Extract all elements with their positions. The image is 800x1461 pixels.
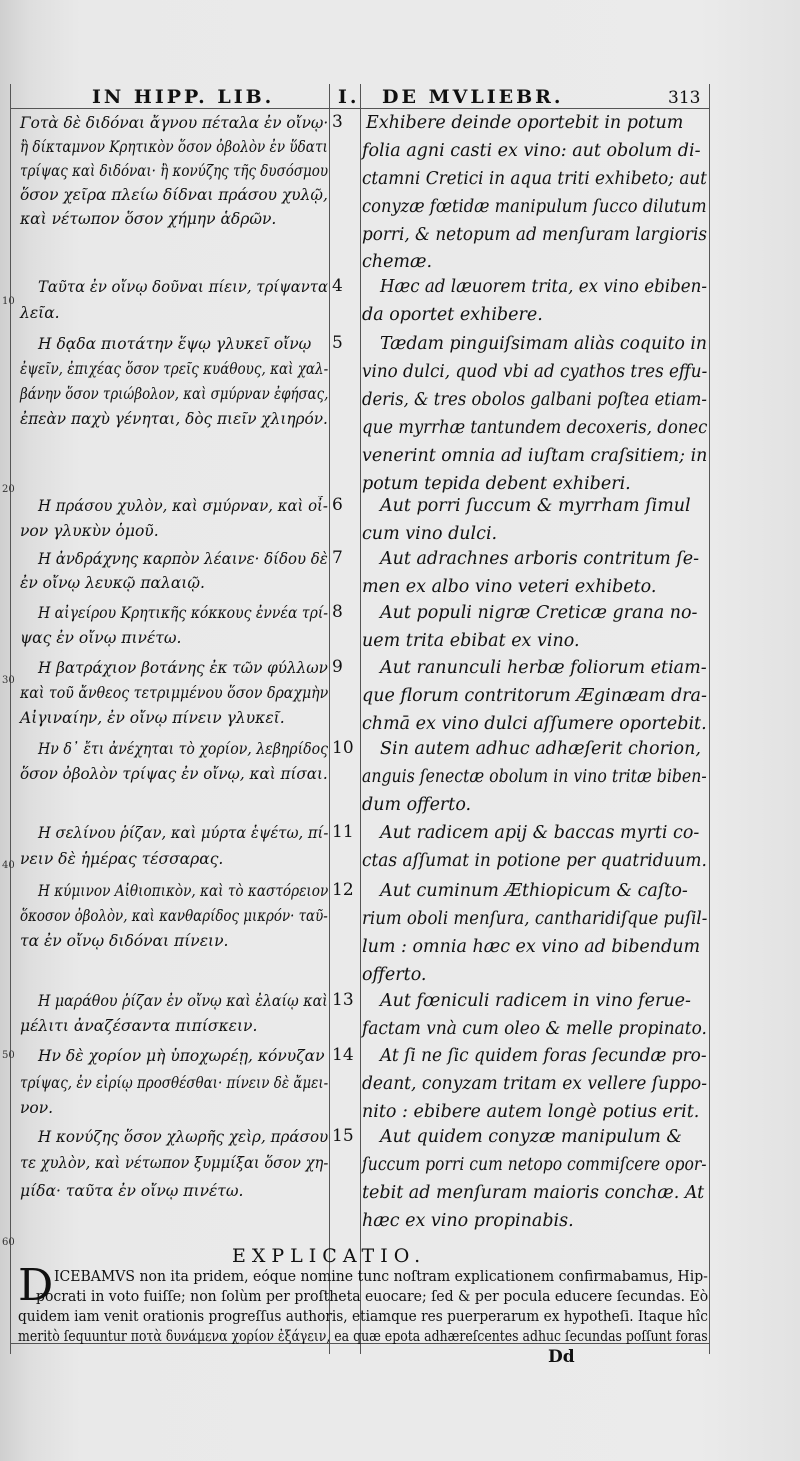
section-number: 3 bbox=[332, 112, 343, 132]
section-number: 15 bbox=[332, 1126, 354, 1146]
latin-line: venerint omnia ad iuſtam craſsitiem; in bbox=[362, 446, 708, 466]
latin-line: Tædam pinguiſsimam aliàs coquito in bbox=[380, 334, 707, 354]
latin-line: Aut porri ſuccum & myrrham ſimul bbox=[380, 496, 691, 516]
margin-line-number: 60 bbox=[2, 1237, 15, 1248]
greek-line: Η κύμινον Αἰθιοπικὸν, καὶ τὸ καστόρειον bbox=[38, 882, 329, 900]
latin-line: Aut ranunculi herbæ foliorum etiam- bbox=[380, 658, 707, 678]
greek-line: ψας ἐν οἴνῳ πινέτω. bbox=[20, 629, 182, 647]
latin-line: potum tepida debent exhiberi. bbox=[362, 474, 631, 494]
greek-line: ἐπεὰν παχὺ γένηται, δὸς πιεῖν χλιηρόν. bbox=[20, 410, 328, 428]
folio-number: 313 bbox=[668, 88, 701, 108]
latin-line: deant, conyzam tritam ex vellere ſuppo- bbox=[362, 1074, 707, 1094]
latin-line: nito : ebibere autem longè potius erit. bbox=[362, 1102, 700, 1122]
latin-line: deris, & tres obolos galbani poſtea etiam- bbox=[362, 390, 707, 410]
latin-line: cum vino dulci. bbox=[362, 524, 498, 544]
latin-line: Aut adrachnes arboris contritum ſe- bbox=[380, 549, 700, 569]
greek-line: βάνην ὅσον τριώβολον, καὶ σμύρναν ἐφήσας, bbox=[20, 385, 329, 403]
latin-line: men ex albo vino veteri exhibeto. bbox=[362, 577, 657, 597]
greek-line: τα ἐν οἴνῳ διδόναι πίνειν. bbox=[20, 932, 229, 950]
greek-line: νειν δὲ ἡμέρας τέσσαρας. bbox=[20, 850, 224, 868]
right-margin-rule bbox=[709, 84, 710, 1354]
explicatio-line: meritò ſequuntur ποτὰ δυνάμενα χορίον ἐξάγειν, ea quæ epota adhæreſcentes adhuc ſecundas poſſunt foras bbox=[18, 1329, 708, 1345]
column-rule-left bbox=[329, 84, 330, 1354]
latin-line: Aut radicem apij & baccas myrti co- bbox=[380, 823, 700, 843]
section-number: 10 bbox=[332, 738, 354, 758]
greek-line: ἢ δίκταμνον Κρητικὸν ὅσον ὀβολὸν ἐν ὕδατι bbox=[20, 138, 328, 156]
latin-line: Aut populi nigræ Creticæ grana no- bbox=[380, 603, 698, 623]
section-number: 5 bbox=[332, 333, 343, 353]
latin-line: tebit ad menſuram maioris conchæ. At bbox=[362, 1183, 705, 1203]
latin-line: Aut fœniculi radicem in vino ferue- bbox=[380, 991, 691, 1011]
greek-line: ὅσον χεῖρα πλείω δίδναι πράσου χυλῷ, bbox=[20, 186, 328, 204]
greek-line: Η μαράθου ῥίζαν ἐν οἴνῳ καὶ ἐλαίῳ καὶ bbox=[38, 992, 328, 1010]
margin-line-number: 20 bbox=[2, 484, 15, 495]
latin-line: factam vnà cum oleo & melle propinato. bbox=[362, 1019, 707, 1039]
greek-line: τε χυλὸν, καὶ νέτωπον ξυμμίξαι ὅσον χη- bbox=[20, 1154, 329, 1172]
greek-line: Αἰγιναίην, ἐν οἴνῳ πίνειν γλυκεῖ. bbox=[20, 709, 285, 727]
greek-line: Η πράσου χυλὸν, καὶ σμύρναν, καὶ οἶ- bbox=[38, 497, 328, 515]
explicatio-title: EXPLICATIO. bbox=[232, 1245, 427, 1267]
greek-line: Η κονύζης ὅσον χλωρῆς χεὶρ, πράσου bbox=[38, 1128, 329, 1146]
section-number: 13 bbox=[332, 990, 354, 1010]
greek-line: Η δᾳδα πιοτάτην ἕψῳ γλυκεῖ οἴνῳ bbox=[38, 335, 312, 353]
section-number: 8 bbox=[332, 602, 343, 622]
greek-line: καὶ νέτωπον ὅσον χήμην ἁδρῶν. bbox=[20, 210, 277, 228]
latin-line: anguis ſenectæ obolum in vino tritæ biben- bbox=[362, 767, 707, 787]
greek-line: Η ἀνδράχνης καρπὸν λέαινε· δίδου δὲ bbox=[38, 550, 328, 568]
latin-line: dum offerto. bbox=[362, 795, 472, 815]
latin-line: hæc ex vino propinabis. bbox=[362, 1211, 574, 1231]
column-rule-right bbox=[360, 84, 361, 1354]
latin-line: Exhibere deinde oportebit in potum bbox=[366, 113, 684, 133]
latin-line: uem trita ebibat ex vino. bbox=[362, 631, 580, 651]
section-number: 9 bbox=[332, 657, 343, 677]
header-rule bbox=[10, 108, 710, 109]
greek-line: ἐψεῖν, ἐπιχέας ὅσον τρεῖς κυάθους, καὶ χαλ- bbox=[20, 360, 329, 378]
latin-line: ctas aſſumat in potione per quatriduum. bbox=[362, 851, 707, 871]
margin-line-number: 10 bbox=[2, 296, 15, 307]
section-number: 11 bbox=[332, 822, 354, 842]
margin-line-number: 50 bbox=[2, 1050, 15, 1061]
greek-line: μέλιτι ἀναζέσαντα πιπίσκειν. bbox=[20, 1017, 258, 1035]
latin-line: vino dulci, quod vbi ad cyathos tres effu- bbox=[362, 362, 708, 382]
running-header-left: IN HIPP. LIB. bbox=[92, 86, 275, 108]
latin-line: chmā ex vino dulci aſſumere oportebit. bbox=[362, 714, 707, 734]
greek-line: Η αἰγείρου Κρητικῆς κόκκους ἐννέα τρί- bbox=[38, 604, 329, 622]
explicatio-line: quidem iam venit orationis progreſſus authoris, etiamque res puerperarum ex hypotheſi. Itaque hîc bbox=[18, 1309, 708, 1325]
greek-line: Η σελίνου ῥίζαν, καὶ μύρτα ἑψέτω, πί- bbox=[38, 824, 329, 842]
signature-mark: Dd bbox=[548, 1347, 575, 1367]
latin-line: lum : omnia hæc ex vino ad bibendum bbox=[362, 937, 701, 957]
greek-line: Ταῦτα ἐν οἴνῳ δοῦναι πίειν, τρίψαντα bbox=[38, 278, 329, 296]
latin-line: At ſi ne ſic quidem foras ſecundæ pro- bbox=[380, 1046, 707, 1066]
greek-line: ὅκοσον ὀβολὸν, καὶ κανθαρίδος μικρόν· ταῦ- bbox=[20, 907, 328, 925]
section-number: 14 bbox=[332, 1045, 354, 1065]
greek-line: τρίψας, ἐν εἰρίῳ προσθέσθαι· πίνειν δὲ ἄμει- bbox=[20, 1074, 329, 1092]
greek-line: ἐν οἴνῳ λευκῷ παλαιῷ. bbox=[20, 574, 205, 592]
section-number: 12 bbox=[332, 880, 354, 900]
latin-line: porri, & netopum ad menſuram largioris bbox=[362, 225, 707, 245]
margin-line-number: 30 bbox=[2, 675, 15, 686]
greek-line: λεῖα. bbox=[20, 304, 60, 322]
greek-line: ὅσον ὀβολὸν τρίψας ἐν οἴνῳ, καὶ πίσαι. bbox=[20, 765, 328, 783]
explicatio-line: ICEBAMVS non ita pridem, eóque nomine tunc noſtram explicationem confirmabamus, Hip- bbox=[54, 1269, 708, 1285]
greek-line: νον. bbox=[20, 1099, 54, 1117]
latin-line: ctamni Cretici in aqua triti exhibeto; aut bbox=[362, 169, 707, 189]
latin-line: Aut quidem conyzæ manipulum & bbox=[380, 1127, 682, 1147]
greek-line: μίδα· ταῦτα ἐν οἴνῳ πινέτω. bbox=[20, 1182, 244, 1200]
running-header-right: DE MVLIEBR. bbox=[382, 86, 564, 108]
latin-line: conyzæ fœtidæ manipulum ſucco dilutum bbox=[362, 197, 707, 217]
section-number: 4 bbox=[332, 276, 343, 296]
latin-line: que florum contritorum Æginæam dra- bbox=[362, 686, 707, 706]
left-margin-rule bbox=[10, 84, 11, 1354]
latin-line: ſuccum porri cum netopo commiſcere opor- bbox=[362, 1155, 707, 1175]
greek-line: καὶ τοῦ ἄνθεος τετριμμένου ὅσον δραχμὴν bbox=[20, 684, 329, 702]
greek-line: Η βατράχιον βοτάνης ἐκ τῶν φύλλων bbox=[38, 659, 328, 677]
greek-line: νον γλυκὺν ὁμοῦ. bbox=[20, 522, 159, 540]
latin-line: Hæc ad læuorem trita, ex vino ebiben- bbox=[380, 277, 708, 297]
greek-line: Γοτὰ δὲ διδόναι ἄγνου πέταλα ἐν οἴνῳ· bbox=[20, 114, 329, 132]
latin-line: que myrrhæ tantundem decoxeris, donec bbox=[362, 418, 708, 438]
latin-line: Sin autem adhuc adhæſerit chorion, bbox=[380, 739, 701, 759]
latin-line: offerto. bbox=[362, 965, 427, 985]
latin-line: da oportet exhibere. bbox=[362, 305, 543, 325]
section-number: 6 bbox=[332, 495, 343, 515]
explicatio-line: pocrati in voto fuiſſe; non ſolùm per proſtheta euocare; ſed & per pocula educere ſecundas. Eò bbox=[36, 1289, 709, 1305]
greek-line: τρίψας καὶ διδόναι· ἢ κονύζης τῆς δυσόσμου bbox=[20, 162, 329, 180]
section-number: 7 bbox=[332, 548, 343, 568]
greek-line: Ην δὲ χορίον μὴ ὑποχωρέῃ, κόνυζαν bbox=[38, 1047, 325, 1065]
latin-line: Aut cuminum Æthiopicum & caſto- bbox=[380, 881, 688, 901]
running-header-center: I. bbox=[338, 86, 360, 108]
latin-line: folia agni casti ex vino: aut obolum di- bbox=[362, 141, 701, 161]
greek-line: Ην δ᾽ ἔτι ἀνέχηται τὸ χορίον, λεβηρίδος bbox=[38, 740, 328, 758]
latin-line: chemæ. bbox=[362, 252, 433, 272]
drop-capital: D bbox=[18, 1260, 54, 1311]
margin-line-number: 40 bbox=[2, 860, 15, 871]
latin-line: rium oboli menſura, cantharidiſque puſil- bbox=[362, 909, 708, 929]
